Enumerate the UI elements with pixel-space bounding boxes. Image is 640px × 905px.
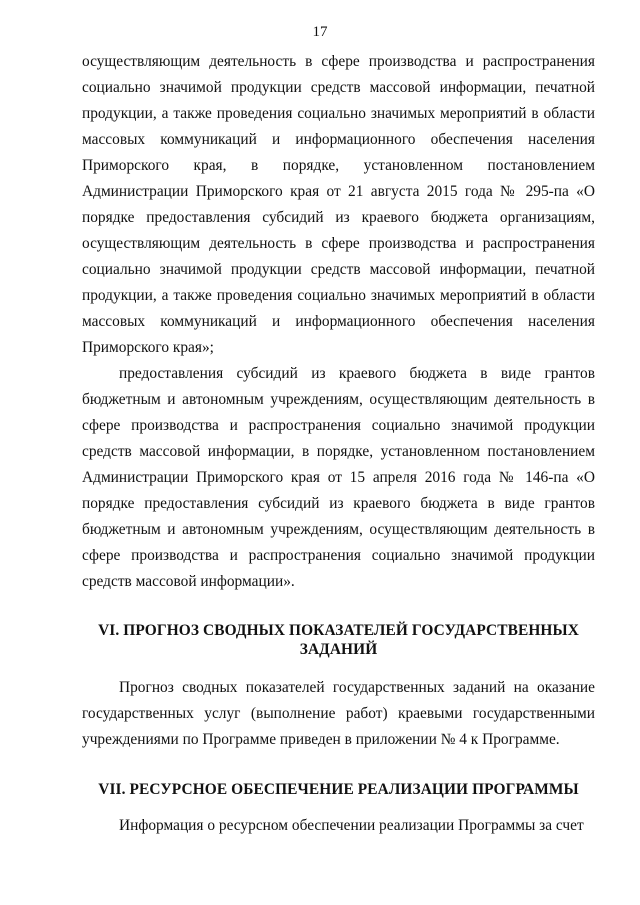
section-6-paragraph: Прогноз сводных показателей государственных заданий на оказание государственных услуг (выполнение работ) краевыми государственными учреждениями по Программе приведен в приложении № 4 к Программе. xyxy=(82,679,595,748)
paragraph-grants: предоставления субсидий из краевого бюджета в виде грантов бюджетным и автономным учреждениям, осуществляющим деятельность в сфере производства и распространения социально значимой продукции средств массовой информации, в порядке, установленном постановлением Администрации Приморского края от 15 апреля 2016 года № 146-па «О порядке предоставления субсидий из краевого бюджета в виде грантов бюджетным и автономным учреждениям, осуществляющим деятельность в сфере производства и распространения социально значимой продукции средств массовой информации». xyxy=(82,365,595,590)
section-6-heading xyxy=(82,621,595,659)
section-7-heading: VII. РЕСУРСНОЕ ОБЕСПЕЧЕНИЕ РЕАЛИЗАЦИИ ПРОГРАММЫ xyxy=(98,781,579,798)
document-body xyxy=(82,49,595,839)
section-6-heading-line-2: ЗАДАНИЙ xyxy=(299,641,378,658)
section-7-paragraph: Информация о ресурсном обеспечении реализации Программы за счет xyxy=(119,817,584,834)
page-number: 17 xyxy=(312,24,328,40)
paragraph-continuation: осуществляющим деятельность в сфере производства и распространения социально значимой продукции средств массовой информации, печатной продукции, а также проведения социально значимых мероприятий в области массовых коммуникаций и информационного обеспечения населения Приморского края, в порядке, установленном постановлением Администрации Приморского края от 21 августа 2015 года № 295-па «О порядке предоставления субсидий из краевого бюджета организациям, осуществляющим деятельность в сфере производства и распространения социально значимой продукции средств массовой информации, печатной продукции, а также проведения социально значимых мероприятий в области массовых коммуникаций и информационного обеспечения населения Приморского края»; xyxy=(82,53,595,356)
section-6-heading-line-1: VI. ПРОГНОЗ СВОДНЫХ ПОКАЗАТЕЛЕЙ ГОСУДАРСТВЕННЫХ xyxy=(98,622,579,639)
